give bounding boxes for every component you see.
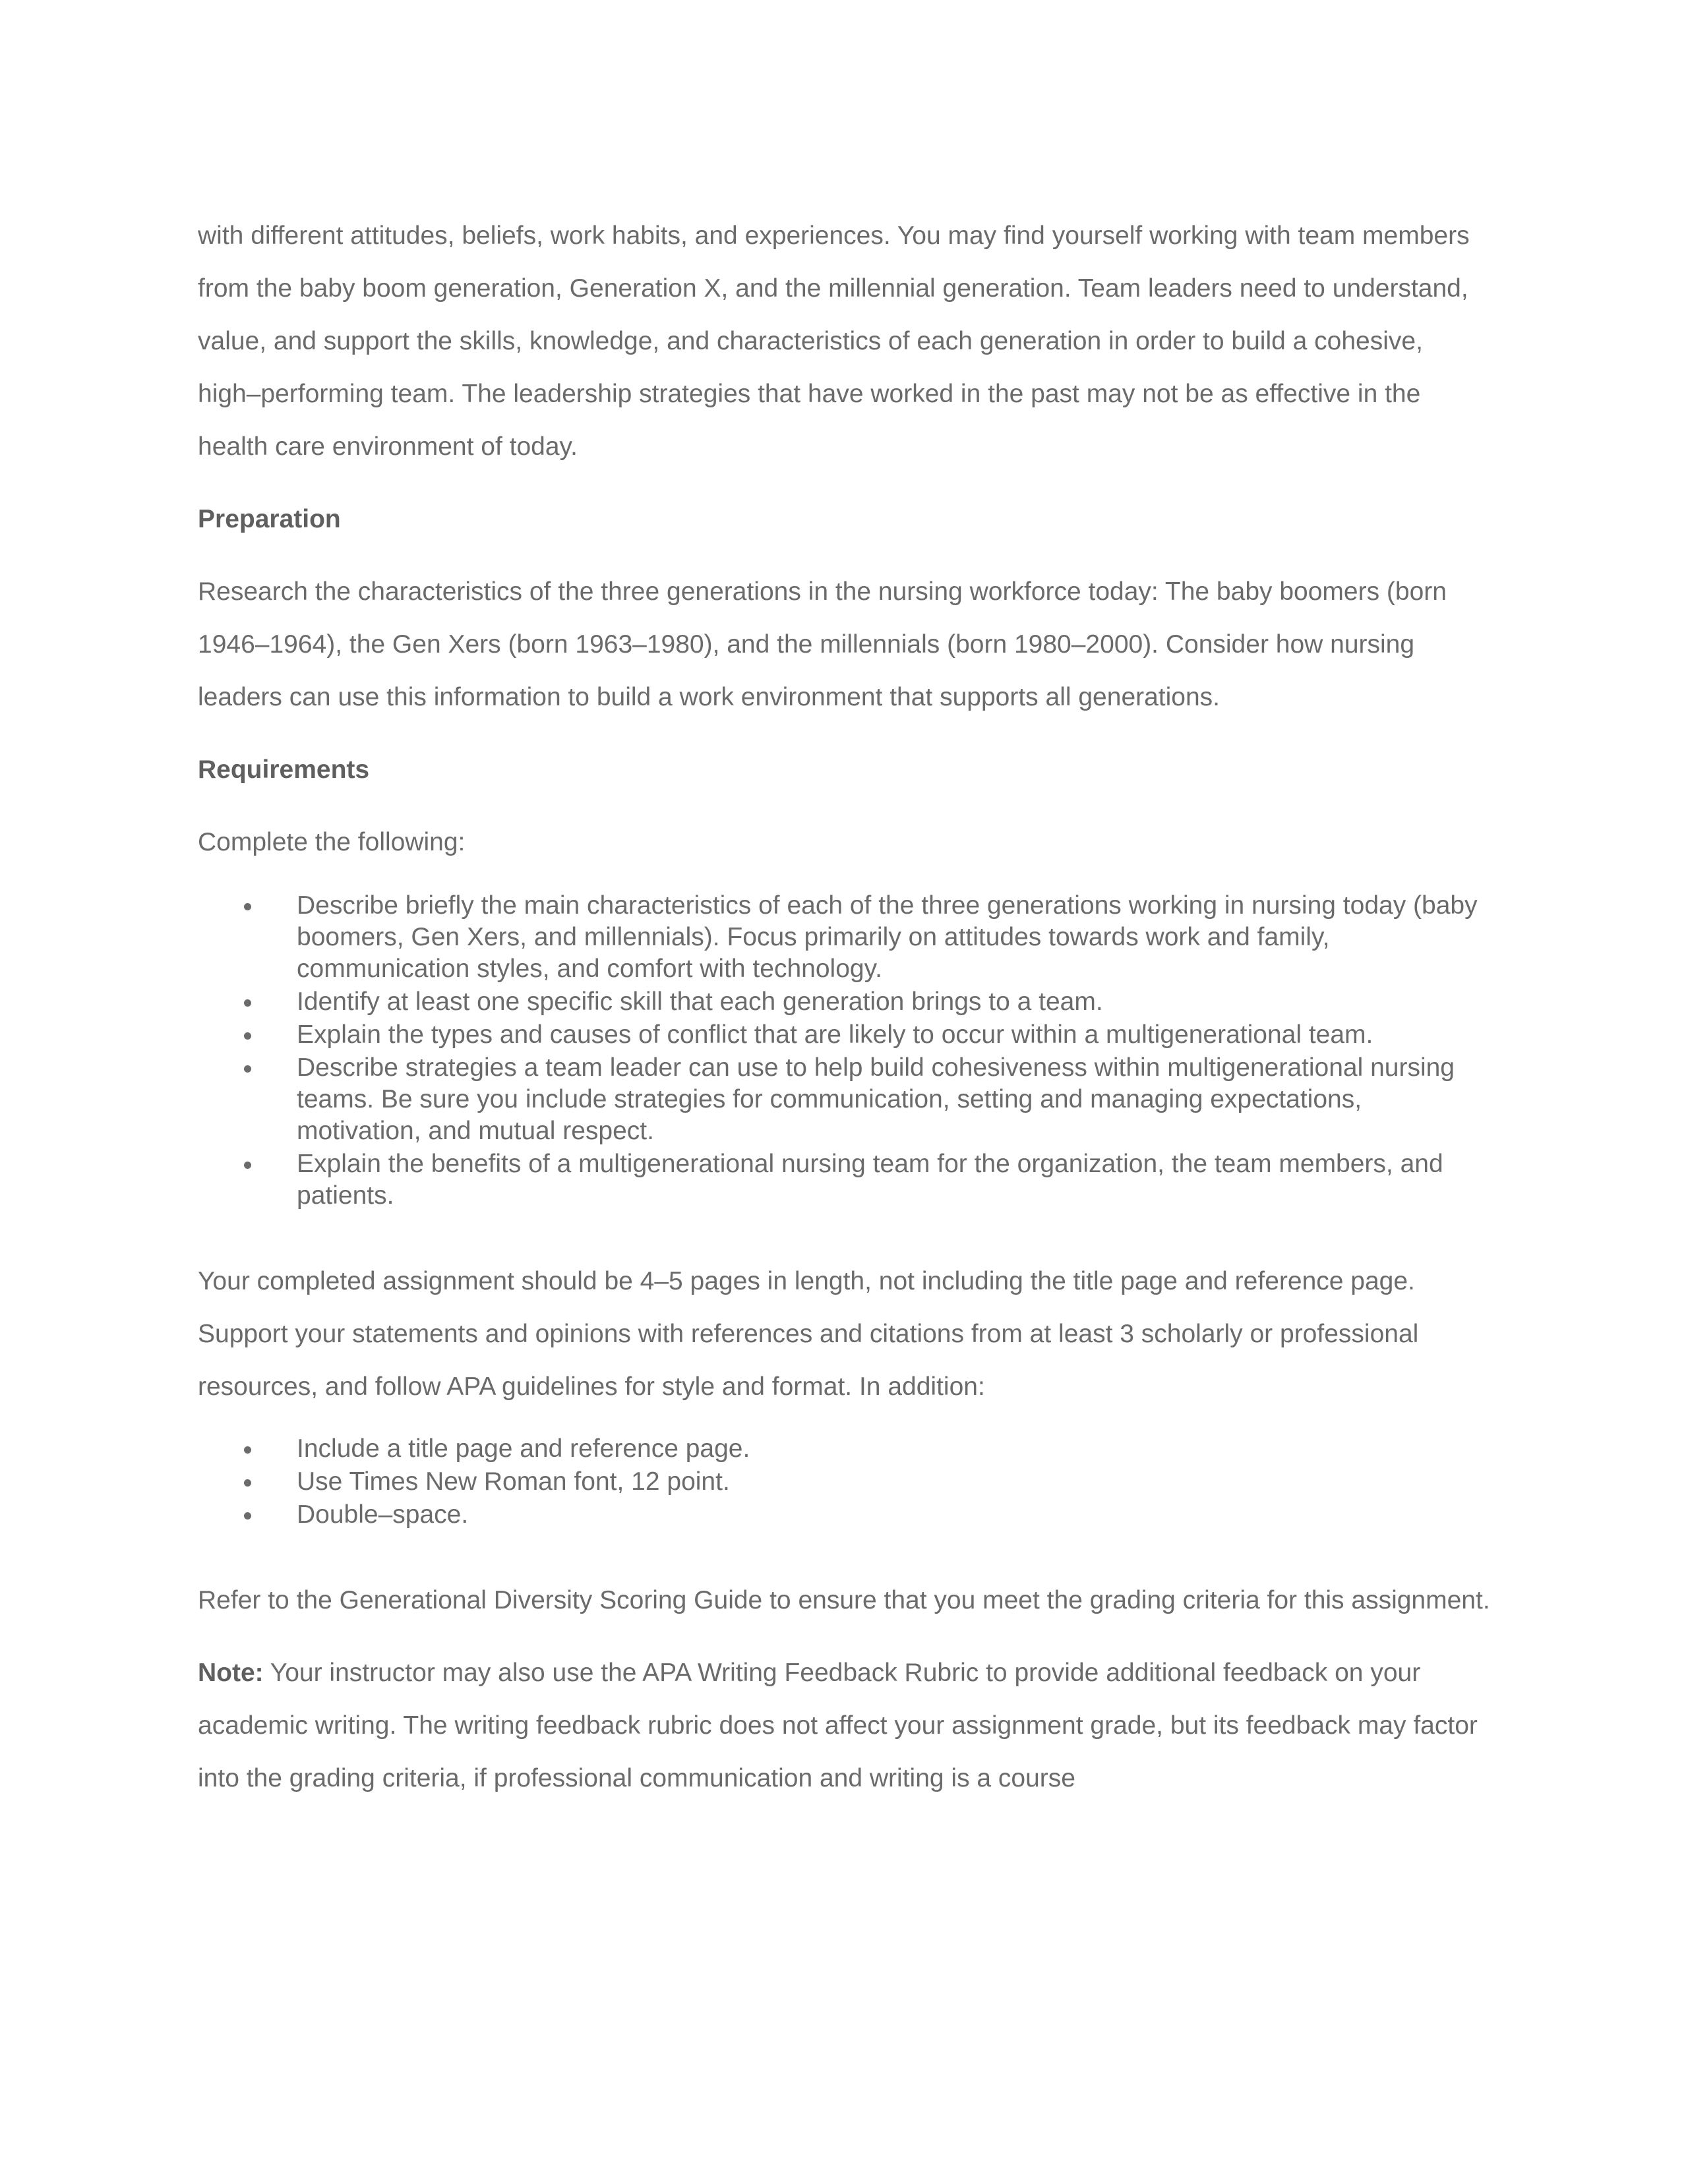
bullet-icon bbox=[244, 1162, 251, 1169]
list-item-text: Describe briefly the main characteristics of each of the three generations working in nursing today (baby boomers, Gen Xers, and millennials). Focus primarily on attitudes towards work and family, communication styles, and comfort with technology. bbox=[297, 891, 1478, 983]
list-item bbox=[198, 1466, 1490, 1498]
intro-paragraph: with different attitudes, beliefs, work habits, and experiences. You may find yourself working with team members from the baby boom generation, Generation X, and the millennial generation. Team leaders need to understand, value, and support the skills, knowledge, and characteristics of each generation in order to build a cohesive, high–performing team. The leadership strategies that have worked in the past may not be as effective in the health care environment of today. bbox=[198, 221, 1470, 461]
requirements-list bbox=[198, 890, 1490, 1212]
note-label: Note: bbox=[198, 1659, 264, 1687]
note-paragraph bbox=[198, 1647, 1490, 1805]
requirements-heading: Requirements bbox=[198, 755, 370, 784]
bullet-icon bbox=[244, 1032, 251, 1040]
list-item-text: Include a title page and reference page. bbox=[297, 1434, 750, 1463]
bullet-icon bbox=[244, 1512, 251, 1520]
bullet-icon bbox=[244, 1446, 251, 1454]
list-item bbox=[198, 890, 1490, 985]
list-item bbox=[198, 1499, 1490, 1531]
list-item-text: Double–space. bbox=[297, 1500, 469, 1529]
list-item-text: Use Times New Roman font, 12 point. bbox=[297, 1467, 730, 1496]
document-page bbox=[198, 210, 1490, 1805]
format-paragraph: Your completed assignment should be 4–5 pages in length, not including the title page and reference page. Support your statements and opinions with references and citations from at least 3 scholarly or professional resources, and follow APA guidelines for style and format. In addition: bbox=[198, 1267, 1419, 1401]
bullet-icon bbox=[244, 1065, 251, 1073]
scoring-paragraph: Refer to the Generational Diversity Scoring Guide to ensure that you meet the grading criteria for this assignment. bbox=[198, 1586, 1490, 1614]
format-list bbox=[198, 1433, 1490, 1531]
bullet-icon bbox=[244, 999, 251, 1007]
bullet-icon bbox=[244, 903, 251, 910]
list-item-text: Explain the benefits of a multigenerational nursing team for the organization, the team members, and patients. bbox=[297, 1150, 1443, 1210]
preparation-paragraph: Research the characteristics of the three generations in the nursing workforce today: The baby boomers (born 1946–1964), the Gen Xers (born 1963–1980), and the millennials (born 1980–2000). Consider how nursing leaders can use this information to build a work environment that supports all generations. bbox=[198, 577, 1447, 711]
list-item bbox=[198, 1019, 1490, 1051]
list-item bbox=[198, 1433, 1490, 1465]
list-item bbox=[198, 1148, 1490, 1212]
note-text: Your instructor may also use the APA Writing Feedback Rubric to provide additional feedback on your academic writing. The writing feedback rubric does not affect your assignment grade, but its feedback may factor into the grading criteria, if professional communication and writing is a course bbox=[198, 1659, 1478, 1792]
list-item-text: Explain the types and causes of conflict that are likely to occur within a multigenerational team. bbox=[297, 1020, 1373, 1049]
list-item-text: Describe strategies a team leader can use to help build cohesiveness within multigenerational nursing teams. Be sure you include strategies for communication, setting and managing expectations, motivation, and mutual respect. bbox=[297, 1053, 1455, 1145]
requirements-lead: Complete the following: bbox=[198, 828, 466, 856]
preparation-heading: Preparation bbox=[198, 505, 341, 533]
bullet-icon bbox=[244, 1479, 251, 1487]
list-item bbox=[198, 986, 1490, 1018]
list-item bbox=[198, 1052, 1490, 1147]
list-item-text: Identify at least one specific skill that each generation brings to a team. bbox=[297, 988, 1103, 1016]
